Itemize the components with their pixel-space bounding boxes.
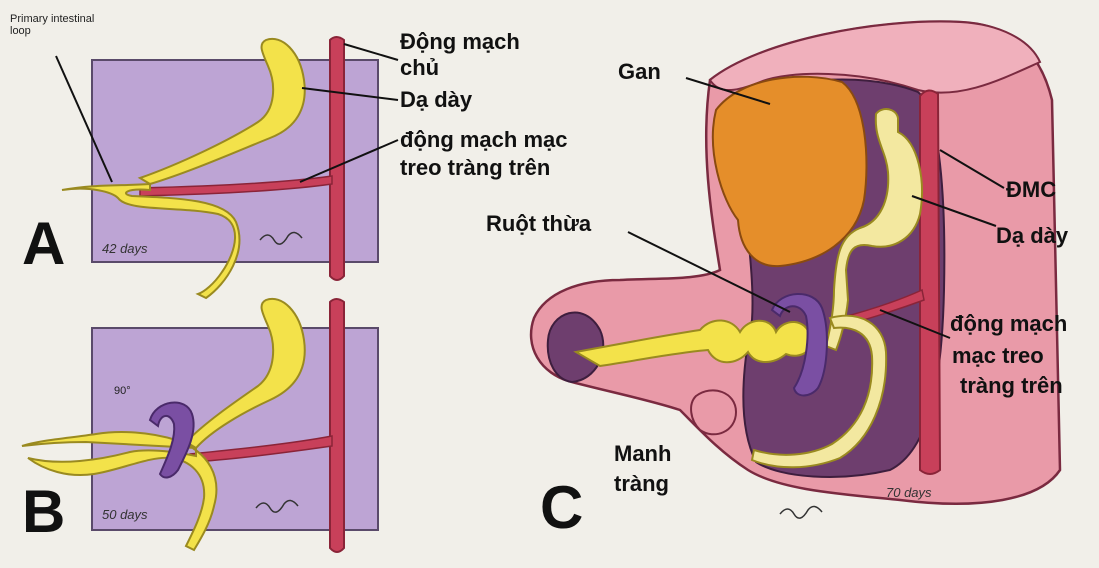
label-sma-c-line1: động mạch [950, 311, 1068, 336]
panel-c-aorta [920, 90, 940, 474]
label-sma-a-line1: động mạch mạc [400, 127, 568, 152]
label-stomach-a: Dạ dày [400, 87, 473, 112]
panel-c-artist-signature [780, 506, 822, 518]
label-cecum-line1: Manh [614, 441, 672, 466]
panel-a-diagram [56, 37, 398, 298]
panel-a-days: 42 days [102, 241, 148, 256]
panel-c-diagram [531, 22, 1060, 519]
label-stomach-c: Dạ dày [996, 223, 1069, 248]
panel-b-rotation-angle: 90° [114, 385, 131, 397]
label-aorta-a-line1: Động mạch [400, 29, 520, 54]
panel-c-letter: C [540, 474, 584, 541]
label-sma-a-line2: treo tràng trên [400, 155, 551, 180]
panel-b-diagram [22, 299, 378, 552]
label-sma-c-line2: mạc treo [952, 343, 1044, 368]
label-aorta-a-line2: chủ [400, 55, 440, 80]
panel-a-aorta [330, 37, 344, 280]
label-sma-c-line3: tràng trên [960, 373, 1063, 398]
panel-c-cecum [691, 390, 736, 434]
label-liver: Gan [618, 59, 661, 84]
label-primary-intestinal-loop: Primary intestinal loop [10, 13, 95, 37]
panel-b-days: 50 days [102, 507, 148, 522]
panel-a-letter: A [22, 210, 66, 277]
label-appendix: Ruột thừa [486, 211, 592, 236]
label-cecum-line2: tràng [614, 471, 669, 496]
panel-c-days: 70 days [886, 485, 932, 500]
panel-a-leader-aorta [344, 44, 398, 60]
label-aorta-c: ĐMC [1006, 177, 1057, 202]
panel-b-aorta [330, 299, 344, 552]
panel-b-letter: B [22, 478, 66, 545]
